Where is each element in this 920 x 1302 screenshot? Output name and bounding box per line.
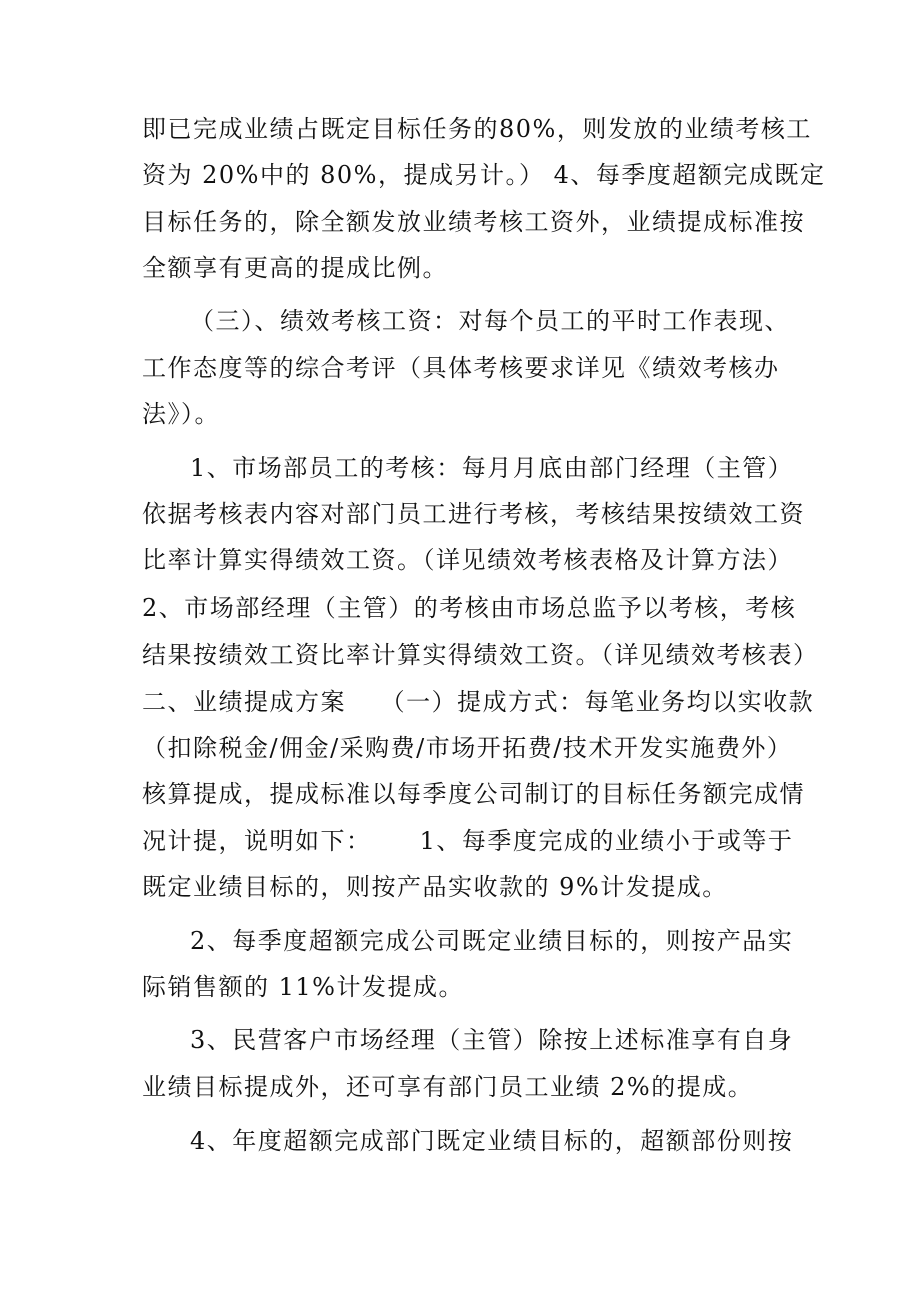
text-line: 4、年度超额完成部门既定业绩目标的，超额部份则按 bbox=[190, 1127, 794, 1155]
text-line: 资为 20%中的 80%，提成另计。） 4、每季度超额完成既定 bbox=[142, 161, 826, 189]
text-line: 3、民营客户市场经理（主管）除按上述标准享有自身 bbox=[190, 1026, 794, 1054]
text-line: 结果按绩效工资比率计算实得绩效工资。（详见绩效考核表） bbox=[142, 641, 819, 669]
text-line: 工作态度等的综合考评（具体考核要求详见《绩效考核办 bbox=[142, 354, 780, 382]
text-line: 全额享有更高的提成比例。 bbox=[142, 254, 448, 282]
text-line: （三）、绩效考核工资：对每个员工的平时工作表现、 bbox=[190, 307, 790, 335]
text-line: 比率计算实得绩效工资。（详见绩效考核表格及计算方法） bbox=[142, 546, 793, 574]
text-line: 二、业绩提成方案 （一）提成方式：每笔业务均以实收款 bbox=[142, 688, 815, 716]
text-line: 业绩目标提成外，还可享有部门员工业绩 2%的提成。 bbox=[142, 1073, 754, 1101]
text-line: 1、市场部员工的考核：每月月底由部门经理（主管） bbox=[190, 454, 794, 482]
text-line: 核算提成，提成标准以每季度公司制订的目标任务额完成情 bbox=[142, 780, 805, 808]
text-line: 法》）。 bbox=[142, 400, 220, 428]
text-line: 依据考核表内容对部门员工进行考核，考核结果按绩效工资 bbox=[142, 500, 805, 528]
text-line: 况计提，说明如下： 1、每季度完成的业绩小于或等于 bbox=[142, 827, 794, 855]
text-line: 既定业绩目标的，则按产品实收款的 9%计发提成。 bbox=[142, 873, 728, 901]
text-line: （扣除税金/佣金/采购费/市场开拓费/技术开发实施费外） bbox=[142, 734, 793, 762]
text-line: 即已完成业绩占既定目标任务的80%，则发放的业绩考核工 bbox=[142, 115, 812, 143]
text-line: 际销售额的 11%计发提成。 bbox=[142, 973, 464, 1001]
text-line: 2、每季度超额完成公司既定业绩目标的，则按产品实 bbox=[190, 927, 794, 955]
text-line: 2、市场部经理（主管）的考核由市场总监予以考核，考核 bbox=[142, 594, 797, 622]
text-line: 目标任务的，除全额发放业绩考核工资外，业绩提成标准按 bbox=[142, 208, 805, 236]
